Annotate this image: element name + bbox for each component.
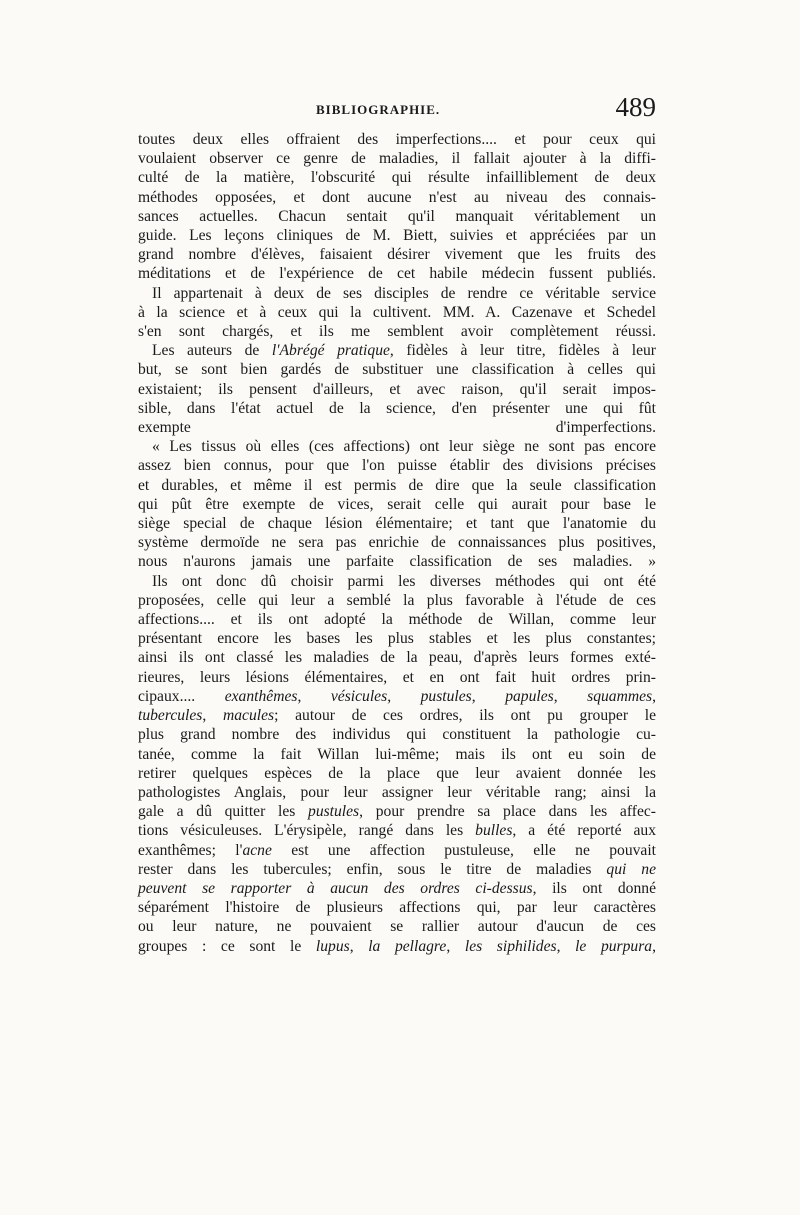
italic-text: les siphilides	[464, 937, 557, 955]
paragraph	[138, 437, 656, 571]
text-segment: plus grand nombre des individus qui constituent la pathologie cu-	[138, 726, 656, 744]
text-segment: ,	[387, 687, 421, 705]
italic-text: papules	[505, 687, 554, 705]
italic-text: peuvent se rapporter à aucun des ordres ci-dessus	[138, 879, 533, 897]
text-segment: ou leur nature, ne pouvaient se rallier autour d'aucun de ces	[138, 918, 656, 936]
text-segment: ,	[553, 687, 588, 705]
italic-text: pustules	[420, 687, 472, 705]
italic-text: qui ne	[606, 860, 656, 878]
text-segment: existaient; ils pensent d'ailleurs, et avec raison, qu'il serait impos-	[138, 380, 656, 398]
text-segment: ,	[297, 687, 331, 705]
text-segment: but, se sont bien gardés de substituer une classification à celles qui	[138, 361, 656, 379]
text-segment: Il appartenait à deux de ses disciples de rendre ce véritable service	[152, 284, 656, 302]
paragraph	[138, 284, 656, 342]
text-segment: siège special de chaque lésion élémentaire; et tant que l'anatomie du	[138, 515, 656, 533]
running-head: BIBLIOGRAPHIE.	[316, 102, 441, 117]
page-body	[138, 130, 656, 956]
text-segment: cipaux....	[138, 687, 225, 705]
text-segment: ,	[652, 687, 657, 705]
text-segment: est une affection pustuleuse, elle ne pouvait	[271, 841, 657, 859]
text-segment: ; autour de ces ordres, ils ont pu grouper le	[274, 707, 656, 725]
text-segment: ainsi ils ont classé les maladies de la peau, d'après leurs formes exté-	[138, 649, 656, 667]
italic-text: tubercules	[138, 707, 203, 725]
text-segment: et durables, et même il est permis de dire que la seule classification	[138, 476, 656, 494]
text-segment: présentant encore les bases les plus stables et les plus constantes;	[138, 630, 656, 648]
page-number: 489	[615, 92, 656, 122]
text-segment: Ils ont donc dû choisir parmi les diverses méthodes qui ont été	[152, 572, 656, 590]
text-segment: méthodes opposées, et dont aucune n'est au niveau des connais-	[138, 188, 656, 206]
text-segment: , pour prendre sa place dans les affec-	[359, 803, 656, 821]
text-segment: tanée, comme la fait Willan lui-même; mais ils ont eu soin de	[138, 745, 656, 763]
text-segment: Les auteurs de	[152, 342, 272, 360]
text-segment: ,	[349, 937, 369, 955]
text-segment: s'en sont chargés, et ils me semblent avoir complètement réussi.	[138, 323, 656, 341]
text-segment: sible, dans l'état actuel de la science, d'en présenter une qui fût	[138, 399, 656, 417]
text-segment: méditations et de l'expérience de cet habile médecin fussent publiés.	[138, 265, 656, 283]
text-segment: ,	[471, 687, 506, 705]
text-segment: qui pût être exempte de vices, serait celle qui aurait pour base le	[138, 495, 656, 513]
italic-text: squammes	[587, 687, 653, 705]
text-segment: guide. Les leçons cliniques de M. Biett, suivies et appréciées par un	[138, 227, 656, 245]
text-segment: sances actuelles. Chacun sentait qu'il manquait véritablement un	[138, 207, 656, 225]
text-segment: exempte d'imperfections.	[138, 419, 656, 437]
text-segment: culté de la matière, l'obscurité qui résulte infailliblement de deux	[138, 169, 656, 187]
italic-text: le purpura	[575, 937, 653, 955]
italic-text: macules	[222, 707, 275, 725]
text-segment: , ils ont donné	[532, 879, 656, 897]
text-segment: « Les tissus où elles (ces affections) ont leur siège ne sont pas encore	[152, 438, 656, 456]
italic-text: vésicules	[330, 687, 388, 705]
text-segment: grand nombre d'élèves, faisaient désirer vivement que les fruits des	[138, 246, 656, 264]
text-segment: affections.... et ils ont adopté la méthode de Willan, comme leur	[138, 611, 656, 629]
text-segment: nous n'aurons jamais une parfaite classification de ses maladies. »	[138, 553, 656, 571]
text-segment: rester dans les tubercules; enfin, sous le titre de maladies	[138, 860, 607, 878]
text-segment: proposées, celle qui leur a semblé la plus favorable à l'étude de ces	[138, 591, 656, 609]
text-segment: ,	[446, 937, 465, 955]
italic-text: pustules	[308, 803, 360, 821]
text-segment: séparément l'histoire de plusieurs affections qui, par leur caractères	[138, 899, 656, 917]
text-segment: rieures, leurs lésions élémentaires, et en ont fait huit ordres prin-	[138, 668, 656, 686]
paragraph	[138, 572, 656, 956]
text-segment: , a été reporté aux	[512, 822, 656, 840]
page-header	[138, 92, 656, 132]
paragraph	[138, 341, 656, 437]
text-segment: pathologistes Anglais, pour leur assigner leur véritable rang; ainsi la	[138, 783, 656, 801]
text-segment: tions vésiculeuses. L'érysipèle, rangé dans les	[138, 822, 476, 840]
text-segment: groupes : ce sont le	[138, 937, 316, 955]
italic-text: bulles	[475, 822, 513, 840]
text-segment: assez bien connus, pour que l'on puisse établir des divisions précises	[138, 457, 656, 475]
text-segment: toutes deux elles offraient des imperfections.... et pour ceux qui	[138, 131, 656, 148]
text-segment: voulaient observer ce genre de maladies, il fallait ajouter à la diffi-	[138, 150, 656, 168]
text-segment: retirer quelques espèces de la place que leur avaient donnée les	[138, 764, 656, 782]
italic-text: exanthêmes	[224, 687, 298, 705]
text-segment: ,	[556, 937, 576, 955]
text-segment: gale a dû quitter les	[138, 803, 309, 821]
text-segment: exanthêmes; l'	[138, 841, 243, 859]
text-segment: ,	[652, 937, 656, 955]
italic-text: lupus	[315, 937, 350, 955]
text-segment: système dermoïde ne sera pas enrichie de connaissances plus positives,	[138, 534, 656, 552]
text-segment: ,	[202, 707, 223, 725]
text-segment: , fidèles à leur titre, fidèles à leur	[389, 342, 656, 360]
paragraph	[138, 130, 656, 284]
italic-text: l'Abrégé pratique	[271, 342, 390, 360]
text-segment: à la science et à ceux qui la cultivent. MM. A. Cazenave et Schedel	[138, 303, 656, 321]
italic-text: la pellagre	[368, 937, 447, 955]
italic-text: acne	[242, 841, 272, 859]
